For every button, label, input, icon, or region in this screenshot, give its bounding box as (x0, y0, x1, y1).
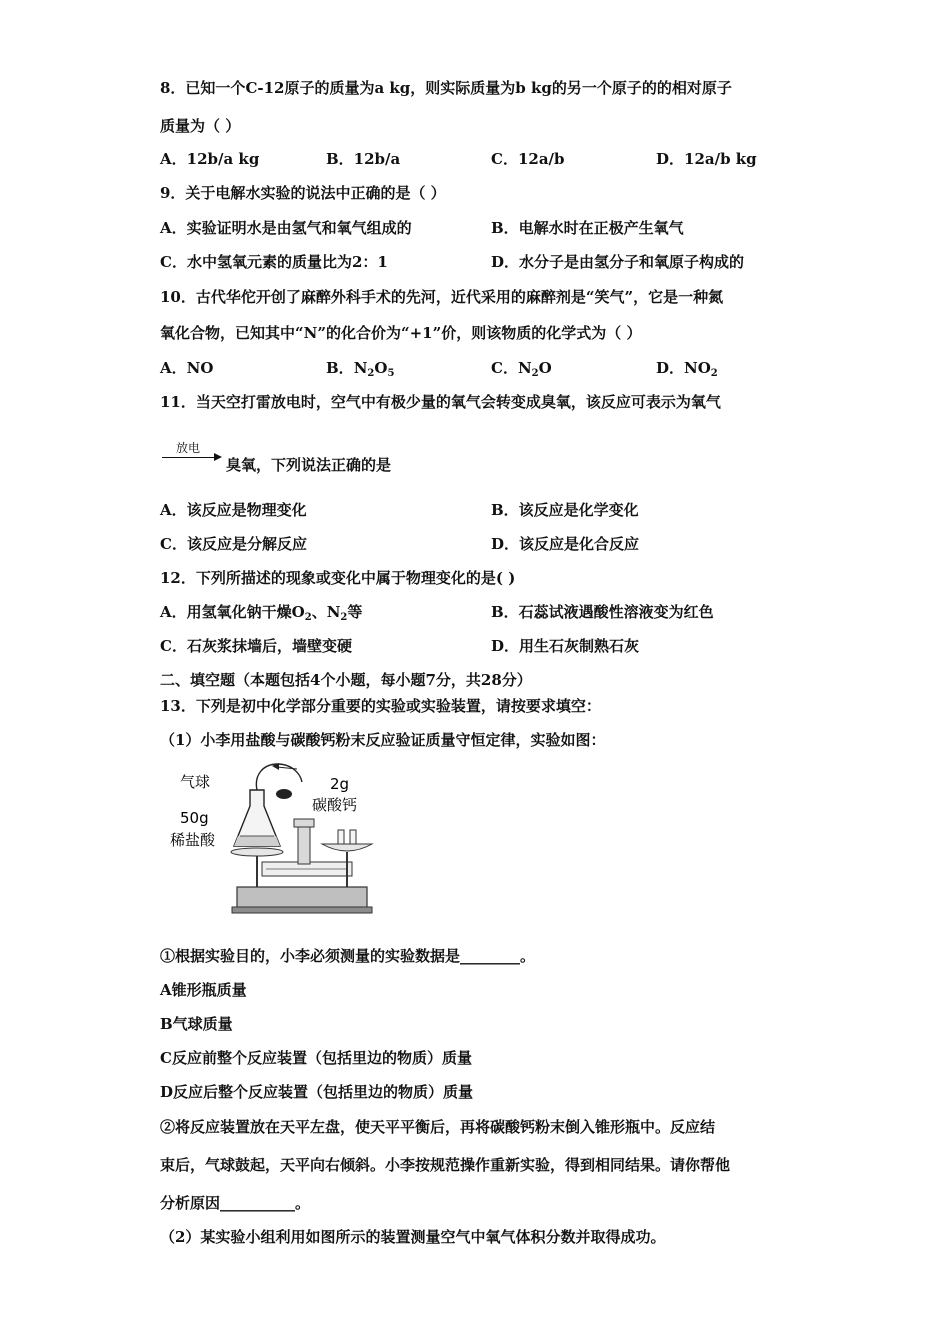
section-heading: 二、填空题（本题包括4个小题，每小题7分，共28分） (160, 671, 532, 689)
q10-option-c: C．$N_2O$ (491, 359, 552, 379)
q9-option-c: C．水中氢氧元素的质量比为2：1 (160, 253, 388, 271)
q12-stem: 12．下列所描述的现象或变化中属于物理变化的是( ) (160, 569, 516, 587)
q11-option-b: B．该反应是化学变化 (491, 501, 639, 519)
acid-mass-label: 50g (180, 809, 209, 827)
q12-option-c: C．石灰浆抹墙后，墙壁变硬 (160, 637, 352, 655)
q10-option-d: D．$NO_2$ (656, 359, 718, 379)
balloon (256, 764, 302, 790)
reaction-arrow-head-icon (214, 453, 222, 461)
q13-choice-d: D反应后整个反应装置（包括里边的物质）质量 (160, 1083, 474, 1101)
q13-part1: （1）小李用盐酸与碳酸钙粉末反应验证质量守恒定律，实验如图： (160, 731, 606, 749)
q13-sub2-line3: 分析原因__________。 (160, 1194, 311, 1212)
q12-option-b: B．石蕊试液遇酸性溶液变为红色 (491, 603, 714, 621)
q8-option-a: A．12b/a kg (160, 150, 260, 168)
acid-label: 稀盐酸 (170, 831, 216, 849)
q13-sub2-line2: 束后，气球鼓起，天平向右倾斜。小李按规范操作重新实验，得到相同结果。请你帮他 (160, 1156, 731, 1174)
caco3-mass-label: 2g (330, 775, 350, 793)
q11-option-c: C．该反应是分解反应 (160, 535, 307, 553)
balance-foot (232, 907, 372, 913)
q9-option-d: D．水分子是由氢分子和氧原子构成的 (491, 253, 745, 271)
q13-stem: 13．下列是初中化学部分重要的实验或实验装置，请按要求填空： (160, 697, 601, 715)
balance-base (237, 887, 367, 909)
q10-option-a: A．NO (160, 359, 214, 377)
q8-stem-line2: 质量为（ ） (160, 117, 241, 135)
weight-1 (338, 830, 344, 844)
q11-option-a: A．该反应是物理变化 (160, 501, 307, 519)
q8-option-b: B．12b/a (326, 150, 401, 168)
q12-option-a: A．用氢氧化钠干燥$O_2$、$N_2$等 (160, 603, 363, 623)
caco3-label: 碳酸钙 (312, 796, 358, 814)
q13-choice-c: C反应前整个反应装置（包括里边的物质）质量 (160, 1049, 472, 1067)
q8-option-c: C．12a/b (491, 150, 565, 168)
q11-option-d: D．该反应是化合反应 (491, 535, 640, 553)
q11-stem-line2: 臭氧，下列说法正确的是 (226, 456, 392, 474)
balloon-label: 气球 (180, 773, 211, 791)
q13-sub1: ①根据实验目的，小李必须测量的实验数据是________。 (160, 947, 536, 965)
q12-option-d: D．用生石灰制熟石灰 (491, 637, 640, 655)
q13-choice-b: B气球质量 (160, 1015, 233, 1033)
reaction-arrow (162, 457, 216, 458)
weight-2 (350, 830, 356, 844)
q13-sub2-line1: ②将反应装置放在天平左盘，使天平平衡后，再将碳酸钙粉末倒入锥形瓶中。反应结 (160, 1118, 716, 1136)
q10-stem-line2: 氧化合物，已知其中“N”的化合价为“+1”价，则该物质的化学式为（ ） (160, 324, 642, 342)
q8-stem-line1: 8．已知一个C-12原子的质量为a kg，则实际质量为b kg的另一个原子的的相对原子 (160, 79, 732, 97)
q10-stem-line1: 10．古代华佗开创了麻醉外科手术的先河，近代采用的麻醉剂是“笑气”，它是一种氮 (160, 288, 724, 306)
q9-stem: 9．关于电解水实验的说法中正确的是（ ） (160, 184, 446, 202)
q8-option-d: D．12a/b kg (656, 150, 757, 168)
q13-part2: （2）某实验小组利用如图所示的装置测量空气中氧气体积分数并取得成功。 (160, 1228, 666, 1246)
right-pan (322, 844, 372, 851)
left-pan (231, 848, 283, 856)
q9-option-a: A．实验证明水是由氢气和氧气组成的 (160, 219, 412, 237)
caco3-powder (276, 789, 292, 799)
q10-option-b: B．$N_2O_5$ (326, 359, 395, 379)
q9-option-b: B．电解水时在正极产生氧气 (491, 219, 684, 237)
balance-pillar (298, 824, 310, 864)
q13-choice-a: A锥形瓶质量 (160, 981, 247, 999)
reaction-condition-label: 放电 (176, 441, 201, 455)
balance-flask-figure (162, 762, 377, 917)
q11-stem-line1: 11．当天空打雷放电时，空气中有极少量的氧气会转变成臭氧，该反应可表示为氧气 (160, 393, 721, 411)
